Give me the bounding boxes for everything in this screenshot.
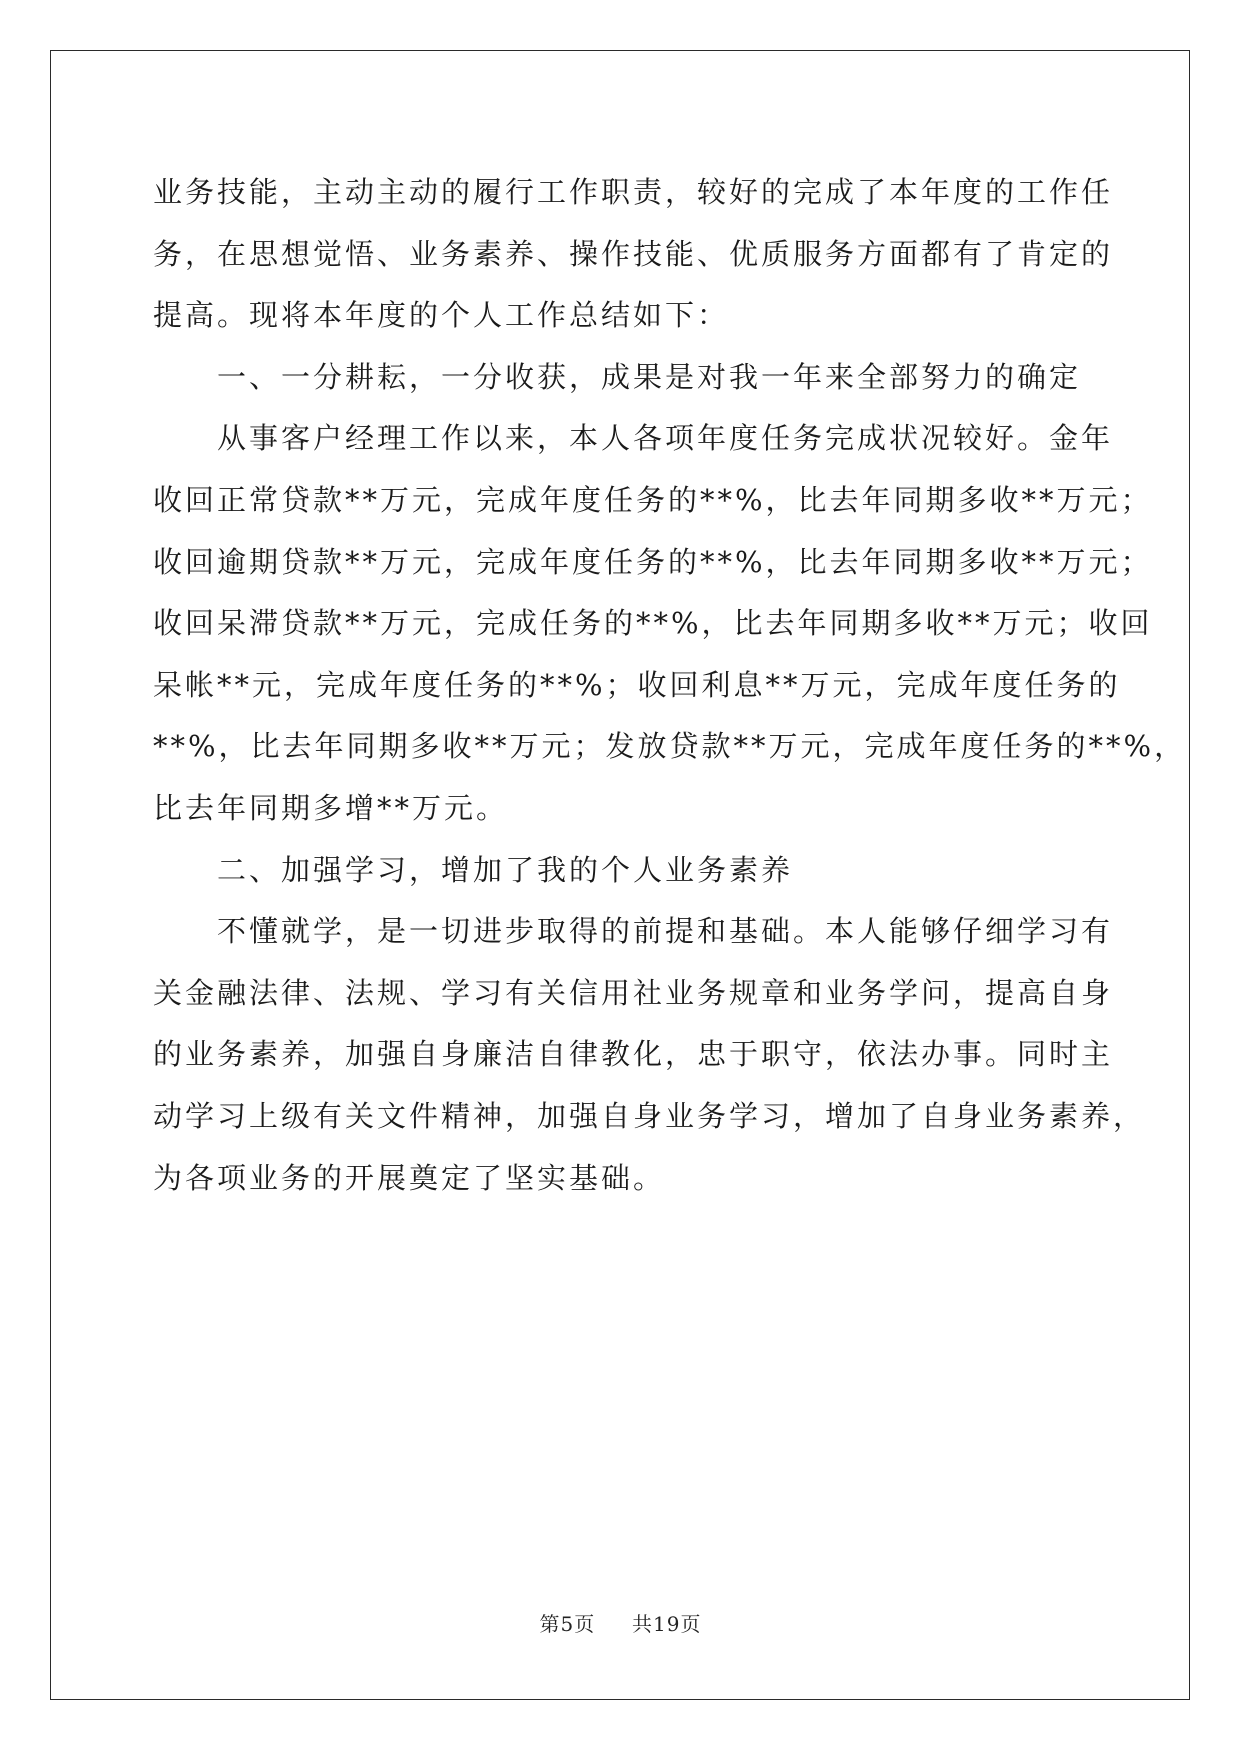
- text-line: 从事客户经理工作以来，本人各项年度任务完成状况较好。金年: [217, 421, 1114, 456]
- text-line: 为各项业务的开展奠定了坚实基础。: [153, 1160, 666, 1195]
- text-line: 收回逾期贷款**万元，完成年度任务的**%，比去年同期多收**万元；: [153, 544, 1153, 579]
- paragraph-results: [153, 408, 1187, 839]
- text-line: 比去年同期多增**万元。: [153, 790, 509, 825]
- text-line: 呆帐**元，完成年度任务的**%；收回利息**万元，完成年度任务的: [153, 667, 1121, 702]
- text-line: 提高。现将本年度的个人工作总结如下：: [153, 298, 730, 333]
- paragraph-study: [153, 901, 1146, 1209]
- text-line: 收回正常贷款**万元，完成年度任务的**%，比去年同期多收**万元；: [153, 482, 1153, 517]
- document-body: [153, 162, 1187, 1209]
- page-number: 第5页: [539, 1612, 596, 1636]
- text-line: 关金融法律、法规、学习有关信用社业务规章和业务学问，提高自身: [153, 975, 1114, 1010]
- page-total: 共19页: [632, 1612, 702, 1636]
- text-line: 一、一分耕耘，一分收获，成果是对我一年来全部努力的确定: [217, 359, 1082, 394]
- section-heading-1: [153, 347, 1093, 409]
- text-line: 的业务素养，加强自身廉洁自律教化，忠于职守，依法办事。同时主: [153, 1037, 1114, 1072]
- text-line: 收回呆滞贷款**万元，完成任务的**%，比去年同期多收**万元；收回: [153, 606, 1153, 641]
- section-heading-2: [153, 840, 1093, 902]
- text-line: 务，在思想觉悟、业务素养、操作技能、优质服务方面都有了肯定的: [153, 236, 1114, 271]
- paragraph-intro: [153, 162, 1114, 347]
- text-line: 业务技能，主动主动的履行工作职责，较好的完成了本年度的工作任: [153, 175, 1114, 209]
- text-line: **%，比去年同期多收**万元；发放贷款**万元，完成年度任务的**%，: [153, 729, 1187, 764]
- text-line: 动学习上级有关文件精神，加强自身业务学习，增加了自身业务素养，: [153, 1098, 1146, 1133]
- text-line: 不懂就学，是一切进步取得的前提和基础。本人能够仔细学习有: [217, 914, 1114, 949]
- text-line: 二、加强学习，增加了我的个人业务素养: [217, 852, 794, 887]
- page-footer: [0, 1608, 1241, 1637]
